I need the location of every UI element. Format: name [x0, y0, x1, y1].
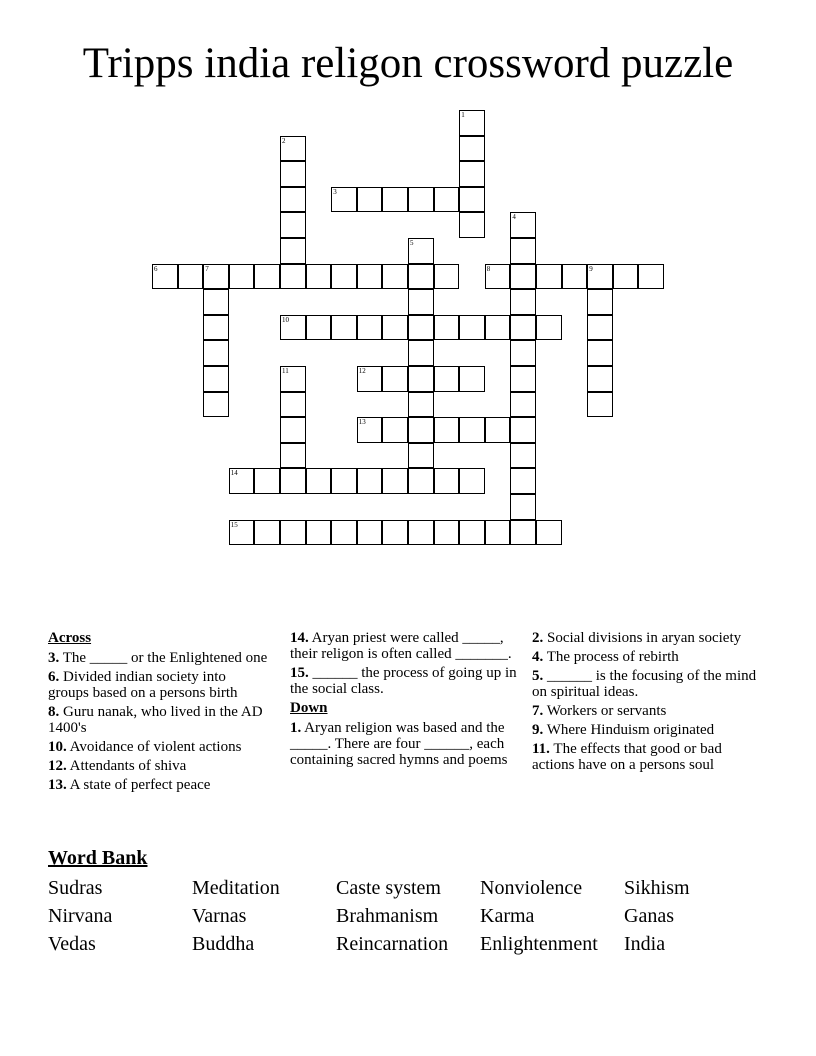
grid-cell[interactable] — [485, 520, 511, 546]
clue-number: 3 — [333, 187, 337, 196]
clue-item-text: Guru nanak, who lived in the AD 1400's — [48, 704, 263, 736]
grid-cell[interactable] — [485, 315, 511, 341]
clue-item-number: 9. — [532, 722, 544, 738]
grid-cell[interactable] — [178, 264, 204, 290]
grid-cell[interactable] — [229, 468, 255, 494]
grid-cell[interactable] — [587, 340, 613, 366]
clue-item-text: Aryan religion was based and the _____. There are four ______, each containing sacred hymns and poems — [290, 720, 508, 768]
grid-cell[interactable] — [203, 289, 229, 315]
clue-item-text: Divided indian society into groups based on a persons birth — [48, 669, 238, 701]
grid-cell[interactable] — [587, 289, 613, 315]
grid-cell[interactable] — [434, 315, 460, 341]
grid-cell[interactable] — [357, 187, 383, 213]
clue-item-text: The effects that good or bad actions have on a persons soul — [532, 741, 722, 773]
word-bank-word: Karma — [480, 905, 535, 927]
grid-cell[interactable] — [434, 417, 460, 443]
clue-item-number: 2. — [532, 630, 544, 646]
grid-cell[interactable] — [280, 366, 306, 392]
grid-cell[interactable] — [459, 366, 485, 392]
grid-cell[interactable] — [280, 212, 306, 238]
grid-cell[interactable] — [357, 366, 383, 392]
grid-cell[interactable] — [203, 315, 229, 341]
clue-number: 15 — [230, 520, 238, 529]
word-bank-word: Vedas — [48, 933, 96, 955]
clue-item — [48, 669, 270, 701]
clue-number: 10 — [282, 315, 289, 324]
grid-cell[interactable] — [408, 315, 434, 341]
clue-item — [290, 630, 518, 662]
grid-cell[interactable] — [203, 366, 229, 392]
clue-number: 12 — [358, 367, 366, 375]
grid-cell[interactable] — [459, 187, 485, 213]
grid-cell[interactable] — [408, 392, 434, 418]
grid-cell[interactable] — [638, 264, 664, 290]
grid-cell[interactable] — [280, 136, 306, 162]
grid-cell[interactable] — [613, 264, 639, 290]
grid-cell[interactable] — [306, 520, 332, 546]
clue-item-text: A state of perfect peace — [66, 777, 211, 793]
grid-cell[interactable] — [510, 520, 536, 546]
grid-cell[interactable] — [357, 468, 383, 494]
grid-cell[interactable] — [254, 264, 280, 290]
down-heading: Down — [290, 700, 328, 716]
clue-item — [48, 704, 270, 736]
down-clue-list-continued — [532, 630, 762, 773]
grid-cell[interactable] — [357, 264, 383, 290]
grid-cell[interactable] — [587, 392, 613, 418]
clue-number: 1 — [461, 111, 465, 119]
clue-item-text: ______ the process of going up in the social class. — [290, 665, 517, 697]
clue-item-number: 14. — [290, 630, 309, 646]
grid-cell[interactable] — [280, 443, 306, 469]
clue-item-text: Where Hinduism originated — [543, 722, 715, 738]
clue-item — [532, 630, 762, 646]
grid-cell[interactable] — [331, 315, 357, 341]
grid-cell[interactable] — [280, 315, 306, 341]
grid-cell[interactable] — [203, 392, 229, 418]
clue-item-number: 12. — [48, 758, 67, 774]
across-clue-list — [48, 650, 270, 793]
grid-cell[interactable] — [536, 264, 562, 290]
grid-cell[interactable] — [459, 161, 485, 187]
clue-item-number: 3. — [48, 650, 60, 666]
grid-cell[interactable] — [562, 264, 588, 290]
clue-item-number: 1. — [290, 720, 302, 736]
grid-cell[interactable] — [280, 264, 306, 290]
grid-cell[interactable] — [510, 212, 536, 238]
clue-item-number: 13. — [48, 777, 67, 793]
grid-cell[interactable] — [408, 238, 434, 264]
word-bank — [48, 874, 768, 958]
grid-cell[interactable] — [587, 366, 613, 392]
clue-item — [290, 720, 518, 768]
clue-item — [532, 741, 762, 773]
grid-cell[interactable] — [357, 417, 383, 443]
word-bank-row — [48, 930, 768, 958]
word-bank-word: Sudras — [48, 877, 103, 899]
grid-cell[interactable] — [280, 417, 306, 443]
clue-item — [48, 739, 270, 755]
clue-number: 6 — [154, 264, 158, 273]
grid-cell[interactable] — [408, 468, 434, 494]
grid-cell[interactable] — [382, 187, 408, 213]
word-bank-word: India — [624, 933, 666, 955]
word-bank-title: Word Bank — [48, 847, 148, 869]
grid-cell[interactable] — [280, 238, 306, 264]
grid-cell[interactable] — [459, 315, 485, 341]
clue-item-text: Avoidance of violent actions — [66, 739, 242, 755]
grid-cell[interactable] — [280, 520, 306, 546]
grid-cell[interactable] — [510, 468, 536, 494]
clue-item-number: 11. — [532, 741, 550, 757]
grid-cell[interactable] — [536, 315, 562, 341]
grid-cell[interactable] — [510, 289, 536, 315]
grid-cell[interactable] — [382, 417, 408, 443]
grid-cell[interactable] — [434, 520, 460, 546]
grid-cell[interactable] — [408, 187, 434, 213]
clue-number: 7 — [205, 264, 209, 273]
grid-cell[interactable] — [434, 187, 460, 213]
grid-cell[interactable] — [510, 494, 536, 520]
clue-item-number: 7. — [532, 703, 544, 719]
grid-cell[interactable] — [382, 520, 408, 546]
grid-cell[interactable] — [306, 468, 332, 494]
word-bank-word: Nirvana — [48, 905, 113, 927]
grid-cell[interactable] — [510, 417, 536, 443]
grid-cell[interactable] — [280, 187, 306, 213]
grid-cell[interactable] — [510, 238, 536, 264]
clue-item — [532, 722, 762, 738]
grid-cell[interactable] — [254, 468, 280, 494]
clues-column-2 — [290, 630, 518, 771]
grid-cell[interactable] — [152, 264, 178, 290]
grid-cell[interactable] — [382, 366, 408, 392]
clues-column-3 — [532, 630, 762, 776]
clue-item — [48, 777, 270, 793]
clue-item — [290, 665, 518, 697]
clue-item — [532, 649, 762, 665]
grid-cell[interactable] — [510, 392, 536, 418]
clue-item-text: The process of rebirth — [543, 649, 679, 665]
grid-cell[interactable] — [434, 366, 460, 392]
grid-cell[interactable] — [587, 264, 613, 290]
clue-number: 8 — [486, 264, 491, 273]
word-bank-row — [48, 874, 768, 902]
grid-cell[interactable] — [408, 366, 434, 392]
grid-cell[interactable] — [382, 315, 408, 341]
grid-cell[interactable] — [459, 417, 485, 443]
grid-cell[interactable] — [459, 212, 485, 238]
clue-item-number: 4. — [532, 649, 544, 665]
grid-cell[interactable] — [459, 136, 485, 162]
grid-cell[interactable] — [408, 520, 434, 546]
grid-cell[interactable] — [331, 468, 357, 494]
grid-cell[interactable] — [382, 468, 408, 494]
grid-cell[interactable] — [280, 392, 306, 418]
clue-item-number: 8. — [48, 704, 60, 720]
clue-item — [532, 703, 762, 719]
grid-cell[interactable] — [459, 110, 485, 136]
grid-cell[interactable] — [331, 187, 357, 213]
grid-cell[interactable] — [280, 161, 306, 187]
grid-cell[interactable] — [459, 520, 485, 546]
word-bank-word: Reincarnation — [336, 933, 449, 955]
grid-cell[interactable] — [306, 264, 332, 290]
word-bank-word: Enlightenment — [480, 933, 598, 955]
clue-item-number: 5. — [532, 668, 544, 684]
clues-column-1 — [48, 630, 270, 796]
grid-cell[interactable] — [510, 443, 536, 469]
clue-item-text: Attendants of shiva — [66, 758, 187, 774]
grid-cell[interactable] — [203, 264, 229, 290]
grid-cell[interactable] — [331, 520, 357, 546]
clue-item — [48, 650, 270, 666]
clue-item-text: The _____ or the Enlightened one — [59, 650, 268, 666]
clue-item-number: 10. — [48, 739, 67, 755]
word-bank-row — [48, 902, 768, 930]
grid-cell[interactable] — [408, 443, 434, 469]
clue-item-text: ______ is the focusing of the mind on spiritual ideas. — [532, 668, 757, 700]
clue-item-number: 6. — [48, 669, 60, 685]
grid-cell[interactable] — [459, 468, 485, 494]
grid-cell[interactable] — [510, 366, 536, 392]
word-bank-word: Ganas — [624, 905, 674, 927]
grid-cell[interactable] — [229, 520, 255, 546]
clue-number: 4 — [512, 213, 516, 222]
clue-number: 2 — [282, 136, 286, 145]
down-clue-list — [290, 720, 518, 768]
grid-cell[interactable] — [408, 417, 434, 443]
clue-item — [532, 668, 762, 700]
grid-cell[interactable] — [510, 315, 536, 341]
clue-number: 9 — [589, 264, 593, 273]
grid-cell[interactable] — [254, 520, 280, 546]
grid-cell[interactable] — [408, 340, 434, 366]
word-bank-word: Meditation — [192, 877, 280, 899]
grid-cell[interactable] — [331, 264, 357, 290]
word-bank-word: Varnas — [192, 905, 247, 927]
clue-number: 13 — [358, 418, 366, 427]
grid-cell[interactable] — [408, 289, 434, 315]
clue-number: 11 — [282, 367, 289, 375]
grid-cell[interactable] — [203, 340, 229, 366]
word-bank-word: Sikhism — [624, 877, 690, 899]
across-heading: Across — [48, 630, 92, 646]
grid-cell[interactable] — [408, 264, 434, 290]
word-bank-word: Caste system — [336, 877, 441, 899]
clue-item — [48, 758, 270, 774]
grid-cell[interactable] — [510, 340, 536, 366]
clue-number: 14 — [230, 469, 238, 478]
grid-cell[interactable] — [229, 264, 255, 290]
grid-cell[interactable] — [434, 264, 460, 290]
word-bank-word: Brahmanism — [336, 905, 439, 927]
across-clue-list-continued — [290, 630, 518, 697]
clue-item-text: Workers or servants — [543, 703, 667, 719]
word-bank-word: Nonviolence — [480, 877, 583, 899]
grid-cell[interactable] — [485, 417, 511, 443]
puzzle-title: Tripps india religon crossword puzzle — [82, 40, 734, 87]
clue-item-number: 15. — [290, 665, 309, 681]
clue-item-text: Aryan priest were called _____, their religon is often called _______. — [290, 630, 512, 662]
grid-cell[interactable] — [536, 520, 562, 546]
grid-cell[interactable] — [306, 315, 332, 341]
grid-cell[interactable] — [510, 264, 536, 290]
grid-cell[interactable] — [434, 468, 460, 494]
grid-cell[interactable] — [357, 315, 383, 341]
grid-cell[interactable] — [357, 520, 383, 546]
grid-cell[interactable] — [382, 264, 408, 290]
clue-number: 5 — [410, 239, 414, 247]
word-bank-word: Buddha — [192, 933, 255, 955]
grid-cell[interactable] — [485, 264, 511, 290]
grid-cell[interactable] — [587, 315, 613, 341]
clue-item-text: Social divisions in aryan society — [543, 630, 742, 646]
grid-cell[interactable] — [280, 468, 306, 494]
